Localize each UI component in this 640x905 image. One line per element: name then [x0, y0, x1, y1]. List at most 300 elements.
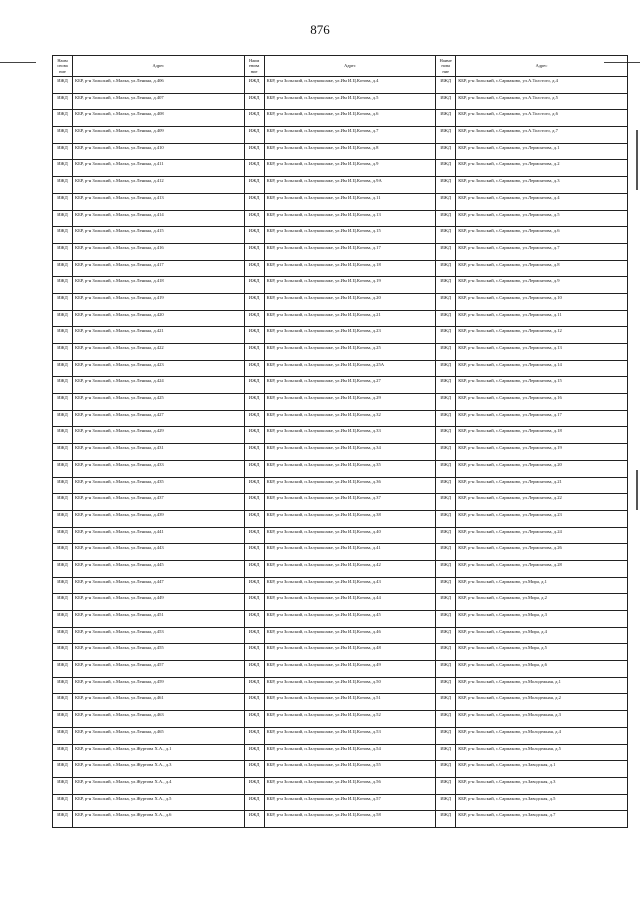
table-row: [53, 143, 628, 160]
type-cell-1: ИЖД: [53, 727, 73, 744]
address-cell-3: КБР, р-н Зольский, с.Сармаково, ул.Лермонтова, д.12: [456, 327, 628, 344]
table-row: [53, 527, 628, 544]
type-cell-1: ИЖД: [53, 110, 73, 127]
address-cell-3: КБР, р-н Зольский, с.Сармаково, ул.Лермонтова, д.2: [456, 160, 628, 177]
type-cell-1: ИЖД: [53, 460, 73, 477]
address-cell-3: КБР, р-н Зольский, с.Сармаково, ул.Лермонтова, д.18: [456, 427, 628, 444]
address-cell-2: КБР, р-н Зольский, п.Залукокоаже, ул.Им И.Ц.Котова, д.51: [264, 694, 436, 711]
address-cell-2: КБР, р-н Зольский, п.Залукокоаже, ул.Им И.Ц.Котова, д.15: [264, 227, 436, 244]
address-cell-3: КБР, р-н Зольский, с.Сармаково, ул.А.Толстого, д.5: [456, 93, 628, 110]
address-cell-2: КБР, р-н Зольский, п.Залукокоаже, ул.Им И.Ц.Котова, д.23: [264, 327, 436, 344]
type-cell-1: ИЖД: [53, 661, 73, 678]
type-cell-3: ИЖД: [436, 627, 456, 644]
table-row: [53, 177, 628, 194]
address-cell-2: КБР, р-н Зольский, п.Залукокоаже, ул.Им И.Ц.Котова, д.52: [264, 711, 436, 728]
type-cell-1: ИЖД: [53, 193, 73, 210]
address-cell-3: КБР, р-н Зольский, с.Сармаково, ул.Лермонтова, д.1: [456, 143, 628, 160]
address-cell-1: КБР, р-н Зольский, с.Малка, ул.Ленина, д.423: [73, 360, 245, 377]
type-cell-3: ИЖД: [436, 377, 456, 394]
table-row: [53, 477, 628, 494]
table-row: [53, 711, 628, 728]
header-type-2: Наим енова ние: [244, 56, 264, 77]
type-cell-1: ИЖД: [53, 143, 73, 160]
address-cell-3: КБР, р-н Зольский, с.Сармаково, ул.Лермонтова, д.13: [456, 344, 628, 361]
address-cell-1: КБР, р-н Зольский, с.Малка, ул.Ленина, д.424: [73, 377, 245, 394]
scan-edge-mark: [636, 130, 638, 190]
address-cell-1: КБР, р-н Зольский, с.Малка, ул.Ленина, д.433: [73, 460, 245, 477]
address-cell-2: КБР, р-н Зольский, п.Залукокоаже, ул.Им И.Ц.Котова, д.13: [264, 210, 436, 227]
address-cell-2: КБР, р-н Зольский, п.Залукокоаже, ул.Им И.Ц.Котова, д.32: [264, 410, 436, 427]
type-cell-3: ИЖД: [436, 694, 456, 711]
address-cell-3: КБР, р-н Зольский, с.Сармаково, ул.Молодежная, д.5: [456, 744, 628, 761]
address-cell-1: КБР, р-н Зольский, с.Малка, ул.Ленина, д.408: [73, 110, 245, 127]
table-row: [53, 644, 628, 661]
type-cell-2: ИЖД: [244, 77, 264, 94]
type-cell-3: ИЖД: [436, 794, 456, 811]
address-cell-2: КБР, р-н Зольский, п.Залукокоаже, ул.Им И.Ц.Котова, д.17: [264, 243, 436, 260]
address-cell-3: КБР, р-н Зольский, с.Сармаково, ул.Мира, д.3: [456, 611, 628, 628]
type-cell-2: ИЖД: [244, 777, 264, 794]
address-cell-1: КБР, р-н Зольский, с.Малка, ул.Ленина, д.451: [73, 611, 245, 628]
type-cell-1: ИЖД: [53, 210, 73, 227]
address-cell-3: КБР, р-н Зольский, с.Сармаково, ул.Лермонтова, д.9: [456, 277, 628, 294]
type-cell-3: ИЖД: [436, 427, 456, 444]
address-cell-2: КБР, р-н Зольский, п.Залукокоаже, ул.Им И.Ц.Котова, д.36: [264, 477, 436, 494]
table-row: [53, 360, 628, 377]
type-cell-1: ИЖД: [53, 494, 73, 511]
type-cell-3: ИЖД: [436, 277, 456, 294]
type-cell-2: ИЖД: [244, 577, 264, 594]
type-cell-2: ИЖД: [244, 560, 264, 577]
type-cell-1: ИЖД: [53, 93, 73, 110]
address-cell-2: КБР, р-н Зольский, п.Залукокоаже, ул.Им И.Ц.Котова, д.54: [264, 744, 436, 761]
type-cell-3: ИЖД: [436, 711, 456, 728]
table-row: [53, 560, 628, 577]
address-cell-1: КБР, р-н Зольский, с.Малка, ул.Ленина, д.415: [73, 227, 245, 244]
type-cell-3: ИЖД: [436, 227, 456, 244]
table-row: [53, 93, 628, 110]
type-cell-1: ИЖД: [53, 243, 73, 260]
address-cell-1: КБР, р-н Зольский, с.Малка, ул.Ленина, д.410: [73, 143, 245, 160]
type-cell-1: ИЖД: [53, 761, 73, 778]
address-cell-1: КБР, р-н Зольский, с.Малка, ул.Ленина, д.439: [73, 510, 245, 527]
type-cell-3: ИЖД: [436, 527, 456, 544]
address-cell-2: КБР, р-н Зольский, п.Залукокоаже, ул.Им И.Ц.Котова, д.18: [264, 260, 436, 277]
address-cell-3: КБР, р-н Зольский, с.Сармаково, ул.Лермонтова, д.26: [456, 544, 628, 561]
type-cell-2: ИЖД: [244, 110, 264, 127]
type-cell-3: ИЖД: [436, 177, 456, 194]
address-cell-3: КБР, р-н Зольский, с.Сармаково, ул.Лермонтова, д.10: [456, 293, 628, 310]
address-cell-1: КБР, р-н Зольский, с.Малка, ул.Ленина, д.413: [73, 193, 245, 210]
type-cell-2: ИЖД: [244, 460, 264, 477]
address-cell-1: КБР, р-н Зольский, с.Малка, ул.Ленина, д.420: [73, 310, 245, 327]
address-cell-1: КБР, р-н Зольский, с.Малка, ул.Ленина, д.429: [73, 427, 245, 444]
type-cell-2: ИЖД: [244, 143, 264, 160]
address-cell-2: КБР, р-н Зольский, п.Залукокоаже, ул.Им И.Ц.Котова, д.25А: [264, 360, 436, 377]
type-cell-1: ИЖД: [53, 77, 73, 94]
table-row: [53, 727, 628, 744]
table-row: [53, 110, 628, 127]
address-cell-1: КБР, р-н Зольский, с.Малка, ул.Ленина, д.437: [73, 494, 245, 511]
type-cell-1: ИЖД: [53, 627, 73, 644]
address-cell-3: КБР, р-н Зольский, с.Сармаково, ул.Лермонтова, д.3: [456, 177, 628, 194]
address-cell-1: КБР, р-н Зольский, с.Малка, ул.Ленина, д.407: [73, 93, 245, 110]
type-cell-2: ИЖД: [244, 93, 264, 110]
address-cell-3: КБР, р-н Зольский, с.Сармаково, ул.Лермонтова, д.23: [456, 510, 628, 527]
type-cell-3: ИЖД: [436, 494, 456, 511]
type-cell-2: ИЖД: [244, 394, 264, 411]
type-cell-2: ИЖД: [244, 310, 264, 327]
address-cell-2: КБР, р-н Зольский, п.Залукокоаже, ул.Им И.Ц.Котова, д.56: [264, 777, 436, 794]
type-cell-2: ИЖД: [244, 210, 264, 227]
address-cell-3: КБР, р-н Зольский, с.Сармаково, ул.Лермонтова, д.28: [456, 560, 628, 577]
address-cell-1: КБР, р-н Зольский, с.Малка, ул.Ленина, д.425: [73, 394, 245, 411]
table-row: [53, 410, 628, 427]
address-cell-1: КБР, р-н Зольский, с.Малка, ул.Ленина, д.455: [73, 644, 245, 661]
type-cell-2: ИЖД: [244, 344, 264, 361]
type-cell-2: ИЖД: [244, 193, 264, 210]
address-cell-2: КБР, р-н Зольский, п.Залукокоаже, ул.Им И.Ц.Котова, д.43: [264, 577, 436, 594]
type-cell-3: ИЖД: [436, 344, 456, 361]
type-cell-1: ИЖД: [53, 160, 73, 177]
header-address-3: Адрес: [456, 56, 628, 77]
address-cell-2: КБР, р-н Зольский, п.Залукокоаже, ул.Им И.Ц.Котова, д.9А: [264, 177, 436, 194]
type-cell-3: ИЖД: [436, 560, 456, 577]
address-cell-2: КБР, р-н Зольский, п.Залукокоаже, ул.Им И.Ц.Котова, д.21: [264, 310, 436, 327]
type-cell-1: ИЖД: [53, 444, 73, 461]
type-cell-3: ИЖД: [436, 577, 456, 594]
address-cell-2: КБР, р-н Зольский, п.Залукокоаже, ул.Им И.Ц.Котова, д.7: [264, 127, 436, 144]
type-cell-3: ИЖД: [436, 594, 456, 611]
address-cell-1: КБР, р-н Зольский, с.Малка, ул.Журтова Х.А., д.6: [73, 811, 245, 828]
address-cell-1: КБР, р-н Зольский, с.Малка, ул.Ленина, д.435: [73, 477, 245, 494]
table-row: [53, 694, 628, 711]
address-cell-3: КБР, р-н Зольский, с.Сармаково, ул.Лермонтова, д.20: [456, 460, 628, 477]
address-cell-3: КБР, р-н Зольский, с.Сармаково, ул.А.Толстого, д.7: [456, 127, 628, 144]
type-cell-2: ИЖД: [244, 177, 264, 194]
address-cell-2: КБР, р-н Зольский, п.Залукокоаже, ул.Им И.Ц.Котова, д.55: [264, 761, 436, 778]
address-cell-3: КБР, р-н Зольский, с.Сармаково, ул.Лермонтова, д.16: [456, 394, 628, 411]
type-cell-2: ИЖД: [244, 494, 264, 511]
type-cell-2: ИЖД: [244, 127, 264, 144]
address-cell-2: КБР, р-н Зольский, п.Залукокоаже, ул.Им И.Ц.Котова, д.19: [264, 277, 436, 294]
address-cell-2: КБР, р-н Зольский, п.Залукокоаже, ул.Им И.Ц.Котова, д.8: [264, 143, 436, 160]
address-cell-3: КБР, р-н Зольский, с.Сармаково, ул.Лермонтова, д.24: [456, 527, 628, 544]
type-cell-3: ИЖД: [436, 544, 456, 561]
address-cell-3: КБР, р-н Зольский, с.Сармаково, ул.Лермонтова, д.5: [456, 210, 628, 227]
address-cell-2: КБР, р-н Зольский, п.Залукокоаже, ул.Им И.Ц.Котова, д.34: [264, 444, 436, 461]
address-cell-1: КБР, р-н Зольский, с.Малка, ул.Ленина, д.449: [73, 594, 245, 611]
header-type-1: Наим сновa ние: [53, 56, 73, 77]
table-row: [53, 777, 628, 794]
type-cell-3: ИЖД: [436, 260, 456, 277]
type-cell-3: ИЖД: [436, 477, 456, 494]
address-cell-2: КБР, р-н Зольский, п.Залукокоаже, ул.Им И.Ц.Котова, д.42: [264, 560, 436, 577]
address-cell-3: КБР, р-н Зольский, с.Сармаково, ул.Молодежная, д.3: [456, 711, 628, 728]
address-cell-1: КБР, р-н Зольский, с.Малка, ул.Ленина, д.406: [73, 77, 245, 94]
address-cell-1: КБР, р-н Зольский, с.Малка, ул.Ленина, д.447: [73, 577, 245, 594]
type-cell-2: ИЖД: [244, 293, 264, 310]
address-cell-3: КБР, р-н Зольский, с.Сармаково, ул.Мира, д.4: [456, 627, 628, 644]
type-cell-2: ИЖД: [244, 227, 264, 244]
address-cell-3: КБР, р-н Зольский, с.Сармаково, ул.Лермонтова, д.8: [456, 260, 628, 277]
address-cell-3: КБР, р-н Зольский, с.Сармаково, ул.Молодежная, д.1: [456, 677, 628, 694]
address-cell-1: КБР, р-н Зольский, с.Малка, ул.Ленина, д.461: [73, 694, 245, 711]
type-cell-2: ИЖД: [244, 444, 264, 461]
type-cell-1: ИЖД: [53, 260, 73, 277]
type-cell-2: ИЖД: [244, 627, 264, 644]
address-cell-3: КБР, р-н Зольский, с.Сармаково, ул.Лермонтова, д.7: [456, 243, 628, 260]
table-row: [53, 460, 628, 477]
page-number: 876: [310, 22, 330, 37]
address-cell-2: КБР, р-н Зольский, п.Залукокоаже, ул.Им И.Ц.Котова, д.35: [264, 460, 436, 477]
type-cell-3: ИЖД: [436, 110, 456, 127]
table-row: [53, 394, 628, 411]
type-cell-3: ИЖД: [436, 460, 456, 477]
type-cell-1: ИЖД: [53, 811, 73, 828]
type-cell-2: ИЖД: [244, 327, 264, 344]
table-row: [53, 677, 628, 694]
type-cell-3: ИЖД: [436, 677, 456, 694]
address-cell-1: КБР, р-н Зольский, с.Малка, ул.Ленина, д.418: [73, 277, 245, 294]
type-cell-1: ИЖД: [53, 410, 73, 427]
table-row: [53, 794, 628, 811]
type-cell-1: ИЖД: [53, 694, 73, 711]
table-row: [53, 243, 628, 260]
table-row: [53, 227, 628, 244]
table-row: [53, 494, 628, 511]
type-cell-3: ИЖД: [436, 243, 456, 260]
type-cell-3: ИЖД: [436, 410, 456, 427]
type-cell-2: ИЖД: [244, 410, 264, 427]
address-cell-3: КБР, р-н Зольский, с.Сармаково, ул.Лермонтова, д.22: [456, 494, 628, 511]
type-cell-2: ИЖД: [244, 510, 264, 527]
table-row: [53, 377, 628, 394]
table-row: [53, 611, 628, 628]
address-cell-3: КБР, р-н Зольский, с.Сармаково, ул.Мира, д.2: [456, 594, 628, 611]
type-cell-3: ИЖД: [436, 811, 456, 828]
table-row: [53, 210, 628, 227]
type-cell-2: ИЖД: [244, 711, 264, 728]
type-cell-3: ИЖД: [436, 310, 456, 327]
address-cell-1: КБР, р-н Зольский, с.Малка, ул.Ленина, д.441: [73, 527, 245, 544]
type-cell-2: ИЖД: [244, 377, 264, 394]
address-cell-3: КБР, р-н Зольский, с.Сармаково, ул.Мира, д.5: [456, 644, 628, 661]
type-cell-3: ИЖД: [436, 77, 456, 94]
table-row: [53, 77, 628, 94]
table-row: [53, 127, 628, 144]
type-cell-2: ИЖД: [244, 360, 264, 377]
table-row: [53, 744, 628, 761]
address-table: [52, 55, 628, 828]
type-cell-2: ИЖД: [244, 744, 264, 761]
type-cell-1: ИЖД: [53, 777, 73, 794]
address-cell-3: КБР, р-н Зольский, с.Сармаково, ул.Молодежная, д.4: [456, 727, 628, 744]
scan-margin-line-left: [0, 62, 36, 63]
type-cell-2: ИЖД: [244, 794, 264, 811]
address-cell-2: КБР, р-н Зольский, п.Залукокоаже, ул.Им И.Ц.Котова, д.5: [264, 93, 436, 110]
type-cell-2: ИЖД: [244, 427, 264, 444]
address-cell-3: КБР, р-н Зольский, с.Сармаково, ул.Лермонтова, д.6: [456, 227, 628, 244]
address-cell-2: КБР, р-н Зольский, п.Залукокоаже, ул.Им И.Ц.Котова, д.50: [264, 677, 436, 694]
type-cell-1: ИЖД: [53, 127, 73, 144]
table-row: [53, 427, 628, 444]
type-cell-3: ИЖД: [436, 160, 456, 177]
type-cell-2: ИЖД: [244, 160, 264, 177]
address-cell-2: КБР, р-н Зольский, п.Залукокоаже, ул.Им И.Ц.Котова, д.41: [264, 544, 436, 561]
type-cell-2: ИЖД: [244, 661, 264, 678]
table-row: [53, 193, 628, 210]
address-cell-2: КБР, р-н Зольский, п.Залукокоаже, ул.Им И.Ц.Котова, д.33: [264, 427, 436, 444]
table-row: [53, 293, 628, 310]
address-cell-1: КБР, р-н Зольский, с.Малка, ул.Ленина, д.445: [73, 560, 245, 577]
type-cell-1: ИЖД: [53, 794, 73, 811]
type-cell-2: ИЖД: [244, 477, 264, 494]
address-cell-1: КБР, р-н Зольский, с.Малка, ул.Ленина, д.463: [73, 711, 245, 728]
address-cell-1: КБР, р-н Зольский, с.Малка, ул.Ленина, д.457: [73, 661, 245, 678]
type-cell-1: ИЖД: [53, 327, 73, 344]
address-cell-2: КБР, р-н Зольский, п.Залукокоаже, ул.Им И.Ц.Котова, д.27: [264, 377, 436, 394]
header-address-1: Адрес: [73, 56, 245, 77]
table-row: [53, 310, 628, 327]
type-cell-1: ИЖД: [53, 427, 73, 444]
type-cell-3: ИЖД: [436, 644, 456, 661]
type-cell-3: ИЖД: [436, 744, 456, 761]
table-row: [53, 594, 628, 611]
address-cell-3: КБР, р-н Зольский, с.Сармаково, ул.Лермонтова, д.11: [456, 310, 628, 327]
table-row: [53, 761, 628, 778]
address-cell-3: КБР, р-н Зольский, с.Сармаково, ул.А.Толстого, д.4: [456, 77, 628, 94]
address-cell-3: КБР, р-н Зольский, с.Сармаково, ул.Заводская, д.5: [456, 794, 628, 811]
type-cell-3: ИЖД: [436, 611, 456, 628]
type-cell-3: ИЖД: [436, 444, 456, 461]
address-cell-1: КБР, р-н Зольский, с.Малка, ул.Ленина, д.453: [73, 627, 245, 644]
address-cell-1: КБР, р-н Зольский, с.Малка, ул.Ленина, д.422: [73, 344, 245, 361]
table-row: [53, 160, 628, 177]
address-cell-2: КБР, р-н Зольский, п.Залукокоаже, ул.Им И.Ц.Котова, д.48: [264, 644, 436, 661]
type-cell-2: ИЖД: [244, 260, 264, 277]
address-cell-2: КБР, р-н Зольский, п.Залукокоаже, ул.Им И.Ц.Котова, д.57: [264, 794, 436, 811]
scan-edge-mark: [636, 470, 638, 510]
type-cell-1: ИЖД: [53, 277, 73, 294]
address-cell-3: КБР, р-н Зольский, с.Сармаково, ул.Лермонтова, д.15: [456, 377, 628, 394]
address-cell-2: КБР, р-н Зольский, п.Залукокоаже, ул.Им И.Ц.Котова, д.37: [264, 494, 436, 511]
header-address-2: Адрес: [264, 56, 436, 77]
address-cell-2: КБР, р-н Зольский, п.Залукокоаже, ул.Им И.Ц.Котова, д.29: [264, 394, 436, 411]
address-cell-1: КБР, р-н Зольский, с.Малка, ул.Журтова Х.А., д.3: [73, 761, 245, 778]
type-cell-2: ИЖД: [244, 527, 264, 544]
address-cell-2: КБР, р-н Зольский, п.Залукокоаже, ул.Им И.Ц.Котова, д.49: [264, 661, 436, 678]
address-cell-2: КБР, р-н Зольский, п.Залукокоаже, ул.Им И.Ц.Котова, д.20: [264, 293, 436, 310]
type-cell-3: ИЖД: [436, 394, 456, 411]
type-cell-1: ИЖД: [53, 394, 73, 411]
address-cell-3: КБР, р-н Зольский, с.Сармаково, ул.А.Толстого, д.6: [456, 110, 628, 127]
address-cell-2: КБР, р-н Зольский, п.Залукокоаже, ул.Им И.Ц.Котова, д.25: [264, 344, 436, 361]
address-cell-3: КБР, р-н Зольский, с.Сармаково, ул.Лермонтова, д.4: [456, 193, 628, 210]
table-row: [53, 327, 628, 344]
type-cell-3: ИЖД: [436, 761, 456, 778]
table-row: [53, 260, 628, 277]
type-cell-3: ИЖД: [436, 661, 456, 678]
type-cell-3: ИЖД: [436, 510, 456, 527]
type-cell-3: ИЖД: [436, 777, 456, 794]
address-cell-2: КБР, р-н Зольский, п.Залукокоаже, ул.Им И.Ц.Котова, д.11: [264, 193, 436, 210]
address-cell-2: КБР, р-н Зольский, п.Залукокоаже, ул.Им И.Ц.Котова, д.46: [264, 627, 436, 644]
address-cell-3: КБР, р-н Зольский, с.Сармаково, ул.Лермонтова, д.21: [456, 477, 628, 494]
type-cell-2: ИЖД: [244, 243, 264, 260]
table-row: [53, 661, 628, 678]
type-cell-2: ИЖД: [244, 677, 264, 694]
address-cell-1: КБР, р-н Зольский, с.Малка, ул.Ленина, д.421: [73, 327, 245, 344]
type-cell-1: ИЖД: [53, 310, 73, 327]
type-cell-2: ИЖД: [244, 644, 264, 661]
address-cell-1: КБР, р-н Зольский, с.Малка, ул.Ленина, д.443: [73, 544, 245, 561]
type-cell-2: ИЖД: [244, 694, 264, 711]
type-cell-3: ИЖД: [436, 193, 456, 210]
type-cell-3: ИЖД: [436, 360, 456, 377]
type-cell-1: ИЖД: [53, 510, 73, 527]
address-cell-2: КБР, р-н Зольский, п.Залукокоаже, ул.Им И.Ц.Котова, д.53: [264, 727, 436, 744]
type-cell-3: ИЖД: [436, 127, 456, 144]
table-row: [53, 627, 628, 644]
type-cell-2: ИЖД: [244, 277, 264, 294]
address-cell-3: КБР, р-н Зольский, с.Сармаково, ул.Лермонтова, д.14: [456, 360, 628, 377]
address-cell-1: КБР, р-н Зольский, с.Малка, ул.Ленина, д.412: [73, 177, 245, 194]
header-type-3: Наиме нова ние: [436, 56, 456, 77]
type-cell-2: ИЖД: [244, 594, 264, 611]
address-cell-3: КБР, р-н Зольский, с.Сармаково, ул.Заводская, д.7: [456, 811, 628, 828]
type-cell-1: ИЖД: [53, 711, 73, 728]
type-cell-1: ИЖД: [53, 560, 73, 577]
type-cell-2: ИЖД: [244, 727, 264, 744]
type-cell-1: ИЖД: [53, 344, 73, 361]
type-cell-2: ИЖД: [244, 544, 264, 561]
table-row: [53, 544, 628, 561]
table-row: [53, 277, 628, 294]
address-cell-3: КБР, р-н Зольский, с.Сармаково, ул.Мира, д.1: [456, 577, 628, 594]
address-cell-2: КБР, р-н Зольский, п.Залукокоаже, ул.Им И.Ц.Котова, д.4: [264, 77, 436, 94]
type-cell-1: ИЖД: [53, 293, 73, 310]
address-cell-1: КБР, р-н Зольский, с.Малка, ул.Ленина, д.414: [73, 210, 245, 227]
address-cell-1: КБР, р-н Зольский, с.Малка, ул.Ленина, д.416: [73, 243, 245, 260]
address-cell-1: КБР, р-н Зольский, с.Малка, ул.Ленина, д.427: [73, 410, 245, 427]
type-cell-1: ИЖД: [53, 227, 73, 244]
address-cell-1: КБР, р-н Зольский, с.Малка, ул.Ленина, д.411: [73, 160, 245, 177]
type-cell-1: ИЖД: [53, 644, 73, 661]
address-cell-3: КБР, р-н Зольский, с.Сармаково, ул.Мира, д.6: [456, 661, 628, 678]
table-row: [53, 344, 628, 361]
type-cell-3: ИЖД: [436, 293, 456, 310]
table-row: [53, 577, 628, 594]
type-cell-3: ИЖД: [436, 727, 456, 744]
address-cell-3: КБР, р-н Зольский, с.Сармаково, ул.Заводская, д.3: [456, 777, 628, 794]
address-cell-1: КБР, р-н Зольский, с.Малка, ул.Журтова Х.А., д.1: [73, 744, 245, 761]
type-cell-2: ИЖД: [244, 761, 264, 778]
address-cell-1: КБР, р-н Зольский, с.Малка, ул.Ленина, д.409: [73, 127, 245, 144]
type-cell-1: ИЖД: [53, 377, 73, 394]
table-header-row: [53, 56, 628, 77]
address-cell-1: КБР, р-н Зольский, с.Малка, ул.Журтова Х.А., д.4: [73, 777, 245, 794]
address-cell-2: КБР, р-н Зольский, п.Залукокоаже, ул.Им И.Ц.Котова, д.6: [264, 110, 436, 127]
table-row: [53, 811, 628, 828]
type-cell-1: ИЖД: [53, 594, 73, 611]
type-cell-1: ИЖД: [53, 744, 73, 761]
address-cell-3: КБР, р-н Зольский, с.Сармаково, ул.Лермонтова, д.19: [456, 444, 628, 461]
type-cell-2: ИЖД: [244, 611, 264, 628]
address-cell-1: КБР, р-н Зольский, с.Малка, ул.Журтова Х.А., д.5: [73, 794, 245, 811]
type-cell-3: ИЖД: [436, 143, 456, 160]
address-cell-1: КБР, р-н Зольский, с.Малка, ул.Ленина, д.419: [73, 293, 245, 310]
